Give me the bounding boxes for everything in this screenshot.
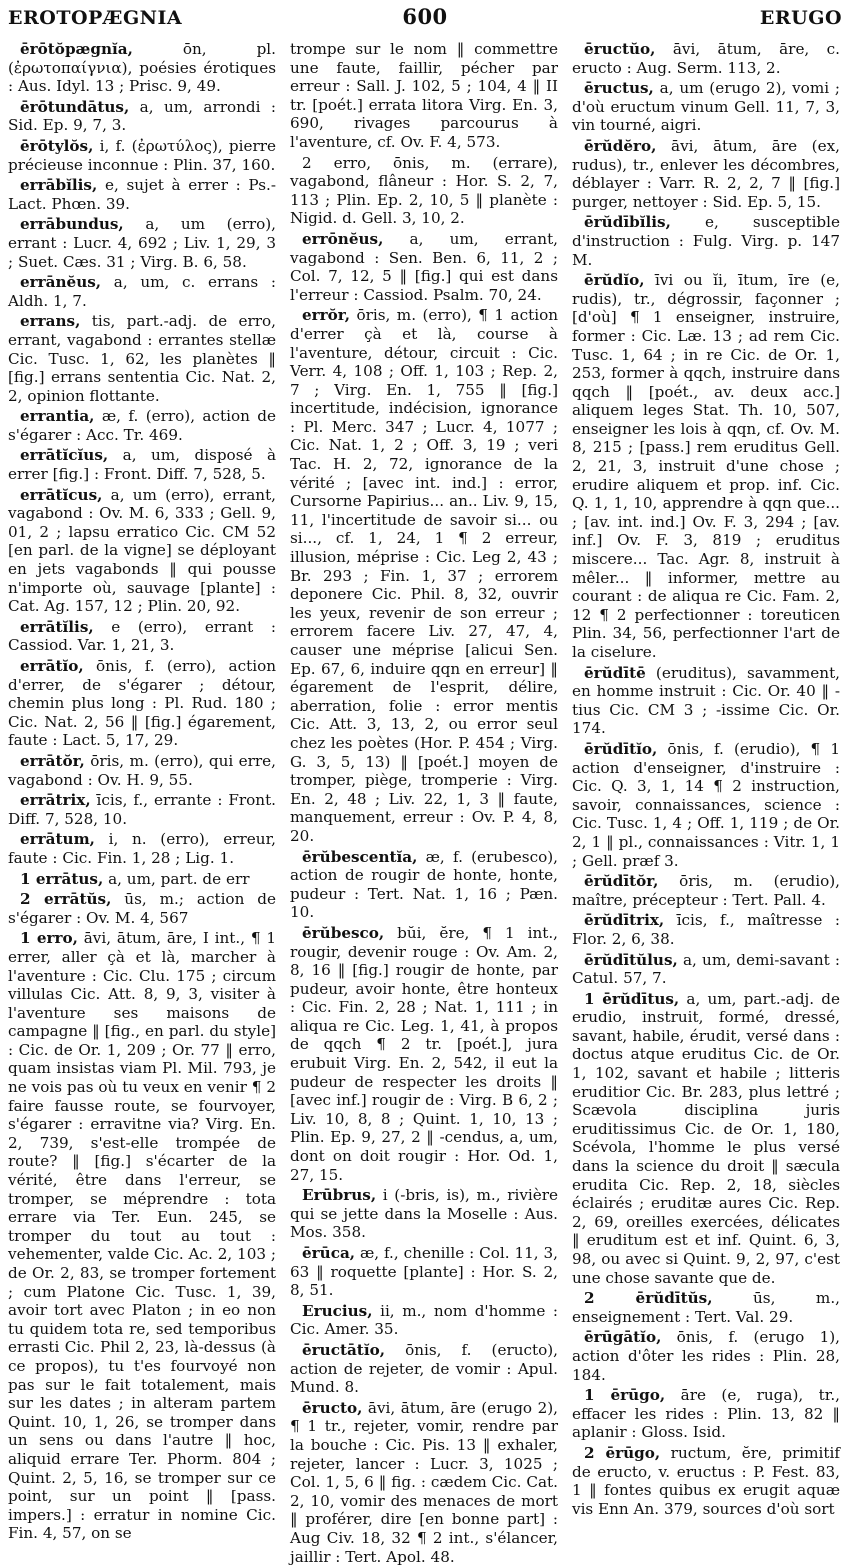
dictionary-entry [290, 1341, 558, 1397]
entry-definition: a, um, errant, vagabond : Sen. Ben. 6, 11, 2 ; Col. 7, 12, 5 ‖ [fig.] qui est dans l'erreur : Cassiod. Psalm. 70, 24. [290, 229, 558, 304]
entry-definition: ii, m., nom d'homme : Cic. Amer. 35. [290, 1301, 558, 1339]
entry-headword: Erūbrus, [302, 1186, 377, 1205]
running-header [8, 4, 842, 34]
dictionary-entry [8, 791, 276, 828]
dictionary-entry [290, 306, 558, 845]
dictionary-entry [572, 1444, 840, 1518]
dictionary-entry [572, 79, 840, 135]
entry-definition: ōris, m. (erro), qui erre, vagabond : Ov. H. 9, 55. [8, 751, 276, 789]
entry-definition: æ, f. (erro), action de s'égarer : Acc. Tr. 469. [8, 407, 276, 444]
entry-definition: ūs, m.; action de s'égarer : Ov. M. 4, 567 [8, 890, 277, 927]
entry-headword: ērŭdībĭlis, [584, 213, 671, 232]
entry-definition: āvi, ātum, āre (erugo 2), ¶ 1 tr., rejeter, vomir, rendre par la bouche : Cic. Pis. 13 ‖ exhaler, rejeter, lancer : Lucr. 3, 1025 ; Col. 1, 5, 6 ‖ fig. : cædem Cic. Cat. 2, 10, vomir des menaces de mort ‖ proférer, dire [en bonne part] : Aug Civ. 18, 32 ¶ 2 int., s'élancer, jaillir : Tert. Apol. 48. [290, 1398, 558, 1566]
dictionary-entry [290, 848, 558, 922]
entry-definition: ructum, ĕre, primitif de eructo, v. eructus : P. Fest. 83, 1 ‖ fontes quibus ex erugit aquæ vis Enn An. 379, sources d'où sort [572, 1443, 840, 1518]
entry-definition: æ, f., chenille : Col. 11, 3, 63 ‖ roquette [plante] : Hor. S. 2, 8, 51. [290, 1244, 558, 1300]
entry-headword: errātĭo, [20, 657, 84, 675]
entry-definition: ōris, m. (erudio), maître, précepteur : Tert. Pall. 4. [572, 872, 840, 909]
column-3 [572, 40, 840, 1518]
column-1 [8, 40, 277, 1543]
dictionary-entry [572, 1328, 840, 1384]
dictionary-entry [8, 657, 276, 750]
entry-definition: āvi, ātum, āre (ex, rudus), tr., enlever les décombres, déblayer : Varr. R. 2, 2, 7 ‖ [fig.] purger, nettoyer : Sid. Ep. 5, 15. [572, 136, 840, 211]
dictionary-entry [8, 830, 276, 867]
dictionary-entry [290, 1399, 558, 1566]
text-columns [8, 40, 842, 1566]
entry-headword: 1 erro, [20, 929, 78, 948]
entry-headword: errōnĕus, [302, 229, 384, 248]
entry-definition: e, susceptible d'instruction : Fulg. Virg. p. 147 M. [572, 213, 840, 269]
dictionary-entry [572, 137, 840, 211]
dictionary-entry [290, 1244, 558, 1300]
dictionary-entry [290, 154, 558, 228]
dictionary-entry [572, 213, 840, 269]
dictionary-entry [572, 40, 840, 77]
entry-headword: errābĭlis, [20, 176, 98, 195]
entry-headword: ērūca, [302, 1244, 356, 1262]
entry-definition: a, um, disposé à errer [fig.] : Front. Diff. 7, 528, 5. [8, 446, 276, 484]
entry-headword: ērŭbesco, [302, 923, 385, 942]
entry-headword: errātrix, [20, 791, 91, 810]
entry-headword: ērŭdītrix, [584, 911, 665, 930]
entry-headword: ērŭbescentĭa, [302, 847, 418, 866]
entry-definition: a, um (erro), errant, vagabond : Ov. M. 6, 333 ; Gell. 9, 01, 2 ; lapsu erratico Cic. CM 52 [en parl. de la vigne] se déployant en jets vagabonds ‖ qui pousse n'importe où, sauvage [plante] : Cat. Ag. 157, 12 ; Plin. 20, 92. [8, 485, 276, 616]
dictionary-entry [572, 872, 840, 909]
entry-headword: ērōtundātus, [20, 97, 130, 116]
entry-definition: bŭi, ĕre, ¶ 1 int., rougir, devenir rouge : Ov. Am. 2, 8, 16 ‖ [fig.] rougir de honte, par pudeur, avoir honte, être honteux : Cic. Fin. 2, 28 ; Nat. 1, 111 ; in aliqua re Cic. Leg. 1, 41, à propos de qqch ¶ 2 tr. [poét.], jura erubuit Virg. En. 2, 542, il eut la pudeur de respecter les droits ‖ [avec inf.] rougir de : Virg. B 6, 2 ; Liv. 10, 8, 8 ; Quint. 1, 10, 13 ; Plin. Ep. 9, 27, 2 ‖ -cendus, a, um, dont on doit rougir : Hor. Od. 1, 27, 15. [290, 923, 558, 1184]
entry-definition: a, um, demi-savant : Catul. 57, 7. [572, 950, 840, 988]
dictionary-entry [8, 273, 276, 310]
entry-headword: errātĭlis, [20, 617, 94, 636]
dictionary-entry [572, 1289, 840, 1326]
dictionary-entry [8, 929, 276, 1543]
entry-headword: 1 ērūgo, [584, 1386, 666, 1405]
dictionary-entry [290, 230, 558, 304]
entry-headword: ērŭdĕro, [584, 136, 657, 155]
entry-definition: ōnis, f. (erudio), ¶ 1 action d'enseigner, d'instruire : Cic. Q. 3, 1, 14 ¶ 2 instruction, savoir, connaissances, science : Cic. Tusc. 1, 4 ; Off. 1, 119 ; de Or. 2, 1 ‖ pl., connaissances : Vitr. 1, 1 ; Gell. præf 3. [572, 739, 840, 870]
entry-definition: i, n. (erro), erreur, faute : Cic. Fin. 1, 28 ; Lig. 1. [8, 830, 276, 867]
entry-definition: trompe sur le nom ‖ commettre une faute, faillir, pécher par erreur : Sall. J. 102, 5 ; 104, 4 ‖ II tr. [poét.] errata litora Virg. En. 3, 690, rivages parcourus à l'aventure, cf. Ov. F. 4, 573. [290, 40, 558, 151]
dictionary-entry [8, 176, 276, 213]
entry-headword: errābundus, [20, 215, 124, 234]
dictionary-entry [290, 924, 558, 1184]
dictionary-entry [8, 446, 276, 483]
dictionary-entry [572, 740, 840, 870]
entry-definition: īvi ou ĭi, ītum, īre (e, rudis), tr., dégrossir, façonner ; [d'où] ¶ 1 enseigner, instruire, former : Cic. Læ. 13 ; ad rem Cic. Tusc. 1, 64 ; in re Cic. de Or. 1, 253, former à qqch, instruire dans qqch ‖ [poét., av. deux acc.] aliquem leges Stat. Th. 10, 507, enseigner les lois à qqn, cf. Ov. M. 8, 215 ; [pass.] rem eruditus Gell. 2, 21, 3, instruit d'une chose ; erudire aliquem et prop. inf. Cic. Q. 1, 1, 10, apprendre à qqn que... ; [av. int. ind.] Ov. F. 3, 294 ; [av. inf.] Ov. F. 3, 819 ; eruditus miscere... Tac. Agr. 8, instruit à mêler... ‖ informer, mettre au courant : de aliqua re Cic. Fam. 2, 12 ¶ 2 perfectionner : toreuticen Plin. 34, 56, perfectionner l'art de la ciselure. [572, 271, 840, 661]
entry-headword: ērŭdītŭlus, [584, 950, 678, 969]
entry-definition: ūs, m., enseignement : Tert. Val. 29. [572, 1289, 840, 1326]
dictionary-entry [8, 215, 276, 271]
entry-definition: i, f. (ἐρωτύλος), pierre précieuse inconnue : Plin. 37, 160. [8, 136, 276, 174]
dictionary-entry [8, 312, 276, 405]
entry-definition: āvi, ātum, āre, I int., ¶ 1 errer, aller çà et là, marcher à l'aventure : Cic. Clu. 175 ; circum villulas Cic. Att. 8, 9, 3, visiter à l'aventure ses maisons de campagne ‖ [fig., en parl. du style] : Cic. de Or. 1, 209 ; Or. 77 ‖ erro, quam insistas viam Pl. Mil. 793, je ne vois pas où tu veux en venir ¶ 2 faire fausse route, se fourvoyer, s'égarer : erravitne via? Virg. En. 2, 739, s'est-elle trompée de route? ‖ [fig.] s'écarter de la vérité, être dans l'erreur, se tromper, se méprendre : tota errare via Ter. Eun. 245, se tromper du tout au tout : vehementer, valde Cic. Ac. 2, 103 ; de Or. 2, 83, se tromper fortement ; cum Platone Cic. Tusc. 1, 39, avoir tort avec Platon ; in eo non tu quidem tota re, sed temporibus errasti Cic. Phil 2, 23, là-dessus (à ce propos), tu t'es fourvoyé non pas sur le fait totalement, mais sur les dates ; in alteram partem Quint. 10, 1, 26, se tromper dans un sens ou dans l'autre ‖ hoc, aliquid errare Ter. Phorm. 804 ; Quint. 2, 5, 16, se tromper sur ce point, sur un point ‖ [pass. impers.] : erratur in nomine Cic. Fin. 4, 57, on se [8, 929, 276, 1543]
dictionary-entry [8, 486, 276, 616]
entry-definition: āre (e, ruga), tr., effacer les rides : Plin. 13, 82 ‖ aplanir : Gloss. Isid. [572, 1386, 840, 1442]
dictionary-entry [8, 870, 276, 889]
entry-definition: īcis, f., maîtresse : Flor. 2, 6, 38. [572, 911, 840, 948]
dictionary-entry [8, 890, 276, 927]
header-left-guideword: EROTOPÆGNIA [8, 7, 183, 29]
entry-headword: 2 errātŭs, [20, 890, 112, 909]
entry-definition: ōris, m. (erro), ¶ 1 action d'errer çà et là, course à l'aventure, détour, circuit : Cic. Verr. 4, 108 ; Off. 1, 103 ; Rep. 2, 7 ; Virg. En. 1, 755 ‖ [fig.] incertitude, indécision, ignorance : Pl. Merc. 347 ; Lucr. 4, 1077 ; Cic. Nat. 1, 2 ; Off. 3, 19 ; veri Tac. H. 2, 72, ignorance de la vérité ; [avec int. ind.] : error, Cursorne Papirius... an.. Liv. 9, 15, 11, l'incertitude de savoir si... ou si..., cf. 1, 24, 1 ¶ 2 erreur, illusion, méprise : Cic. Leg 2, 43 ; Br. 293 ; Fin. 1, 37 ; errorem deponere Cic. Phil. 8, 32, ouvrir les yeux, revenir de son erreur ; errorem facere Liv. 27, 47, 4, causer une méprise [alicui Sen. Ep. 67, 6, induire qqn en erreur] ‖ égarement de l'esprit, délire, aberration, folie : error mentis Cic. Att. 3, 13, 2, ou error seul chez les poètes (Hor. P. 454 ; Virg. G. 3, 5, 13) ‖ [poét.] moyen de tromper, piège, tromperie : Virg. En. 2, 48 ; Liv. 22, 1, 3 ‖ faute, manquement, erreur : Ov. P. 4, 8, 20. [290, 306, 558, 845]
entry-headword: errŏr, [302, 306, 350, 325]
entry-headword: ērŭdītĭo, [584, 739, 658, 758]
column-2 [290, 40, 558, 1566]
entry-headword: errantia, [20, 407, 95, 426]
dictionary-entry [572, 664, 840, 738]
entry-definition: (eruditus), savamment, en homme instruit : Cic. Or. 40 ‖ -tius Cic. CM 3 ; -issime Cic. Or. 174. [572, 663, 840, 738]
dictionary-entry [8, 137, 276, 174]
entry-definition: a, um, arrondi : Sid. Ep. 9, 7, 3. [8, 97, 276, 135]
entry-headword: ēructŭo, [584, 40, 656, 58]
entry-definition: i (-bris, is), m., rivière qui se jette dans la Moselle : Aus. Mos. 358. [290, 1186, 558, 1242]
dictionary-entry [8, 40, 276, 96]
entry-headword: ērūgātĭo, [584, 1328, 662, 1347]
entry-headword: ēructo, [302, 1398, 363, 1417]
entry-definition: īcis, f., errante : Front. Diff. 7, 528, 10. [8, 791, 276, 828]
entry-headword: errātĭcus, [20, 485, 103, 504]
entry-headword: ēructus, [584, 79, 654, 98]
entry-definition: a, um (erro), errant : Lucr. 4, 692 ; Liv. 1, 29, 3 ; Suet. Cæs. 31 ; Virg. B. 6, 58. [8, 215, 276, 271]
dictionary-entry [572, 951, 840, 988]
entry-definition: a, um, c. errans : Aldh. 1, 7. [8, 273, 276, 310]
entry-definition: a, um, part. de err [103, 869, 250, 888]
entry-definition: ōnis, f. (erugo 1), action d'ôter les rides : Plin. 28, 184. [572, 1328, 840, 1384]
dictionary-entry [290, 40, 558, 152]
page-number: 600 [402, 4, 448, 29]
entry-headword: errānĕus, [20, 273, 102, 292]
entry-definition: e (erro), errant : Cassiod. Var. 1, 21, 3. [8, 617, 276, 655]
entry-headword: ērŭdĭo, [584, 271, 645, 290]
entry-headword: ērōtylŏs, [20, 136, 94, 155]
entry-headword: ērōtŏpægnĭa, [20, 40, 133, 58]
entry-headword: 1 ērŭdītus, [584, 989, 680, 1008]
entry-headword: ērŭdītŏr, [584, 872, 659, 891]
dictionary-entry [8, 98, 276, 135]
entry-definition: ōn, pl. (ἐρωτοπαίγνια), poésies érotiques : Aus. Idyl. 13 ; Prisc. 9, 49. [8, 40, 276, 96]
entry-definition: e, sujet à errer : Ps.-Lact. Phœn. 39. [8, 176, 276, 213]
entry-headword: Erucius, [302, 1301, 373, 1320]
entry-headword: 1 errātus, [20, 869, 104, 888]
entry-definition: ōnis, f. (erro), action d'errer, de s'égarer ; détour, chemin plus long : Pl. Rud. 180 ; Cic. Nat. 2, 56 ‖ [fig.] égarement, faute : Lact. 5, 17, 29. [8, 657, 276, 750]
dictionary-entry [290, 1302, 558, 1339]
entry-headword: ēructātĭo, [302, 1340, 386, 1359]
entry-definition: tis, part.-adj. de erro, errant, vagabond : errantes stellæ Cic. Tusc. 1, 62, les planètes ‖ [fig.] errans sententia Cic. Nat. 2, 2, opinion flottante. [8, 312, 276, 405]
entry-definition: ōnis, f. (eructo), action de rejeter, de vomir : Apul. Mund. 8. [290, 1340, 558, 1397]
entry-headword: 2 ērŭdītŭs, [584, 1289, 713, 1308]
entry-definition: a, um (erugo 2), vomi ; d'où eructum vinum Gell. 11, 7, 3, vin tourné, aigri. [572, 79, 840, 135]
entry-headword: errātĭcĭus, [20, 446, 109, 465]
entry-definition: a, um, part.-adj. de erudio, instruit, formé, dressé, savant, habile, érudit, versé dans : doctus atque eruditus Cic. de Or. 1, 102, savant et habile ; litteris eruditior Cic. Br. 283, plus lettré ; Scævola disciplina juris eruditissimus Cic. de Or. 1, 180, Scévola, l'homme le plus versé dans la science du droit ‖ sæcula erudita Cic. Rep. 2, 18, siècles éclairés ; eruditæ aures Cic. Rep. 2, 69, oreilles exercées, délicates ‖ eruditum est et inf. Quint. 6, 3, 98, ou avec si Quint. 9, 2, 97, c'est une chose savante que de. [572, 989, 840, 1287]
dictionary-entry [572, 911, 840, 948]
dictionary-entry [572, 271, 840, 661]
header-right-guideword: ERUGO [759, 7, 842, 29]
dictionary-entry [8, 752, 276, 789]
entry-headword: 2 ērūgo, [584, 1443, 661, 1462]
entry-headword: errātum, [20, 830, 95, 849]
entry-headword: ērŭdītē [584, 663, 646, 682]
entry-definition: 2 erro, ōnis, m. (errare), vagabond, flâneur : Hor. S. 2, 7, 113 ; Plin. Ep. 2, 10, 5 ‖ planète : Nigid. d. Gell. 3, 10, 2. [290, 153, 558, 228]
dictionary-entry [8, 407, 276, 444]
dictionary-entry [572, 990, 840, 1288]
dictionary-entry [8, 618, 276, 655]
dictionary-entry [572, 1386, 840, 1442]
dictionary-entry [290, 1186, 558, 1242]
entry-definition: æ, f. (erubesco), action de rougir de honte, honte, pudeur : Tert. Nat. 1, 16 ; Pæn. 10. [290, 847, 558, 922]
entry-headword: errātŏr, [20, 751, 85, 770]
entry-definition: āvi, ātum, āre, c. eructo : Aug. Serm. 113, 2. [572, 40, 840, 77]
entry-headword: errans, [20, 312, 81, 331]
